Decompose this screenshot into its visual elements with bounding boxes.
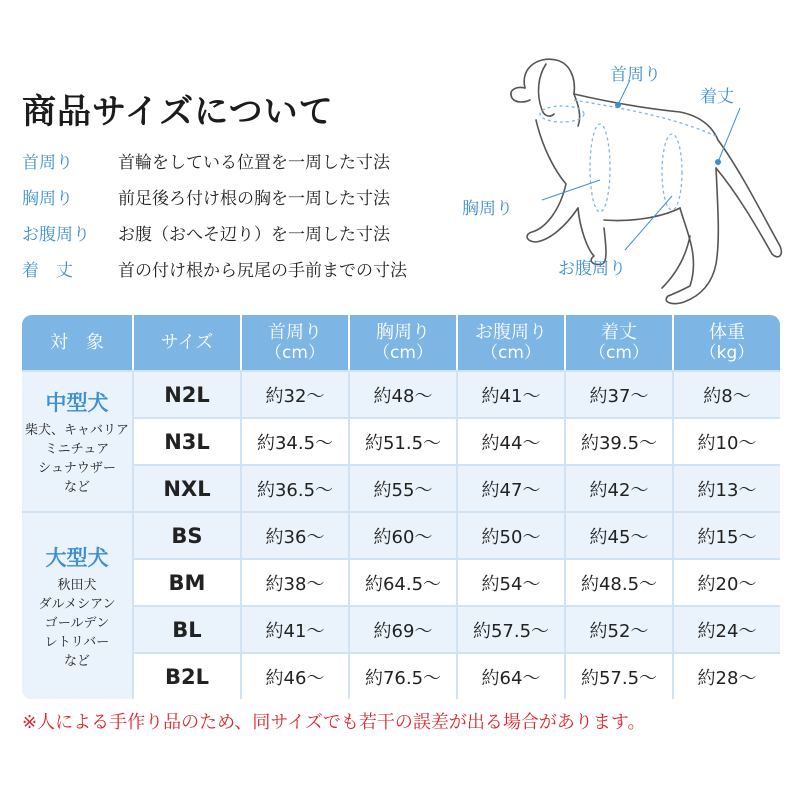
diagram-label-neck: 首周り [610, 65, 661, 85]
header-size [134, 315, 240, 370]
cell-neck: 約46～ [265, 667, 325, 689]
size-table [22, 315, 780, 699]
measurement-definitions [22, 142, 407, 286]
cell-chest: 約60～ [373, 526, 433, 548]
definition-desc: 首の付け根から尻尾の手前までの寸法 [118, 260, 407, 281]
cell-size: B2L [165, 664, 209, 689]
cell-weight: 約10～ [697, 432, 757, 454]
diagram-label-chest: 胸周り [462, 199, 513, 219]
cell-size: BS [171, 523, 203, 548]
header-label: 対 象 [50, 331, 104, 353]
header-label: サイズ [160, 331, 214, 353]
cell-neck: 約36～ [265, 526, 325, 548]
header-neck [242, 315, 348, 370]
cell-chest: 約76.5～ [364, 667, 442, 689]
table-header [22, 315, 780, 370]
cell-weight: 約20～ [697, 573, 757, 595]
header-unit: （cm） [481, 342, 541, 363]
cell-chest: 約64.5～ [364, 573, 442, 595]
table-row [134, 466, 780, 511]
definition-term: お腹周り [22, 224, 90, 245]
cell-neck: 約36.5～ [256, 479, 334, 501]
cell-weight: 約28～ [697, 667, 757, 689]
cell-neck: 約34.5～ [256, 432, 334, 454]
cell-neck: 約38～ [265, 573, 325, 595]
cell-chest: 約48～ [373, 385, 433, 407]
cell-chest: 約51.5～ [364, 432, 442, 454]
cell-size: N3L [164, 429, 210, 454]
cell-belly: 約44～ [481, 432, 541, 454]
cell-weight: 約24～ [697, 620, 757, 642]
header-unit: （cm） [373, 342, 433, 363]
group-name: 中型犬 [45, 390, 109, 415]
table-row [134, 513, 780, 558]
header-label: 首周り [268, 321, 322, 343]
definition-term: 首周り [22, 152, 73, 173]
header-length [566, 315, 672, 370]
cell-neck: 約41～ [265, 620, 325, 642]
definition-term: 着 丈 [22, 260, 73, 281]
cell-weight: 約8～ [703, 385, 751, 407]
header-label: お腹周り [475, 321, 547, 343]
header-weight [674, 315, 780, 370]
header-label: 着丈 [601, 321, 637, 343]
definition-row-chest [22, 178, 407, 214]
header-target [22, 315, 132, 370]
header-label: 体重 [709, 321, 745, 343]
header-chest [350, 315, 456, 370]
header-unit: （kg） [699, 342, 755, 363]
table-row [134, 607, 780, 652]
cell-length: 約48.5～ [580, 573, 658, 595]
group-name: 大型犬 [45, 545, 109, 570]
cell-belly: 約54～ [481, 573, 541, 595]
definition-desc: 前足後ろ付け根の胸を一周した寸法 [118, 188, 390, 209]
table-row [134, 372, 780, 417]
cell-length: 約52～ [589, 620, 649, 642]
header-unit: （cm） [589, 342, 649, 363]
cell-weight: 約15～ [697, 526, 757, 548]
cell-length: 約39.5～ [580, 432, 658, 454]
cell-chest: 約55～ [373, 479, 433, 501]
header-belly [458, 315, 564, 370]
group-desc: 秋田犬 ダルメシアン ゴールデン レトリバー など [38, 577, 116, 669]
cell-size: BL [172, 617, 202, 642]
group-large-dog [22, 513, 132, 699]
diagram-label-belly: お腹周り [558, 259, 626, 279]
table-row [134, 654, 780, 699]
cell-length: 約42～ [589, 479, 649, 501]
cell-belly: 約41～ [481, 385, 541, 407]
cell-size: BM [168, 570, 206, 595]
cell-size: N2L [164, 382, 210, 407]
page-title: 商品サイズについて [22, 92, 334, 132]
cell-belly: 約50～ [481, 526, 541, 548]
header-unit: （cm） [265, 342, 325, 363]
footnote-warning: ※人による手作り品のため、同サイズでも若干の誤差が出る場合があります。 [22, 712, 646, 733]
cell-neck: 約32～ [265, 385, 325, 407]
cell-weight: 約13～ [697, 479, 757, 501]
group-medium-dog [22, 372, 132, 511]
definition-desc: お腹（おへそ辺り）を一周した寸法 [118, 224, 390, 245]
cell-belly: 約57.5～ [472, 620, 550, 642]
group-desc: 柴犬、キャバリア ミニチュア シュナウザー など [24, 422, 129, 495]
cell-belly: 約47～ [481, 479, 541, 501]
cell-length: 約57.5～ [580, 667, 658, 689]
diagram-label-length: 着丈 [700, 87, 734, 107]
definition-desc: 首輪をしている位置を一周した寸法 [118, 152, 390, 173]
dog-measurement-diagram [450, 50, 795, 310]
table-row [134, 419, 780, 464]
cell-size: NXL [163, 476, 211, 501]
cell-length: 約45～ [589, 526, 649, 548]
cell-chest: 約69～ [373, 620, 433, 642]
definition-term: 胸周り [22, 188, 73, 209]
header-label: 胸周り [376, 321, 430, 343]
definition-row-belly [22, 214, 407, 250]
definition-row-length [22, 250, 407, 286]
table-row [134, 560, 780, 605]
cell-length: 約37～ [589, 385, 649, 407]
definition-row-neck [22, 142, 407, 178]
cell-belly: 約64～ [481, 667, 541, 689]
